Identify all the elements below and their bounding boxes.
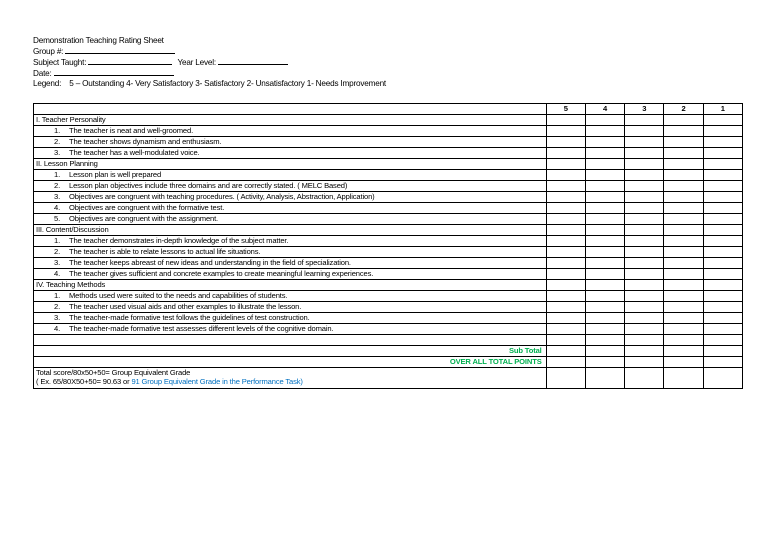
score-header-4: 4 — [585, 104, 624, 115]
score-cell[interactable] — [625, 225, 664, 236]
criterion-row — [34, 170, 743, 181]
score-cell[interactable] — [625, 115, 664, 126]
criterion-number: 5. — [54, 213, 61, 223]
score-cell[interactable] — [625, 346, 664, 357]
score-cell[interactable] — [703, 126, 742, 137]
section-row — [34, 280, 743, 291]
score-cell[interactable] — [625, 236, 664, 247]
score-cell[interactable] — [664, 159, 703, 170]
score-cell[interactable] — [703, 269, 742, 280]
score-cell[interactable] — [625, 269, 664, 280]
group-label: Group #: — [33, 47, 64, 56]
criterion-cell — [34, 291, 547, 302]
score-cell[interactable] — [585, 159, 624, 170]
score-cell[interactable] — [625, 324, 664, 335]
criterion-cell — [34, 148, 547, 159]
criterion-row — [34, 291, 743, 302]
score-cell[interactable] — [664, 247, 703, 258]
criterion-number: 3. — [54, 147, 61, 157]
formula-cell — [34, 368, 547, 389]
score-cell[interactable] — [585, 137, 624, 148]
score-cell[interactable] — [625, 291, 664, 302]
score-cell[interactable] — [664, 192, 703, 203]
score-cell[interactable] — [585, 115, 624, 126]
score-cell[interactable] — [703, 225, 742, 236]
score-cell[interactable] — [585, 324, 624, 335]
criterion-text: The teacher used visual aids and other examples to illustrate the lesson. — [69, 301, 302, 311]
legend — [33, 79, 386, 89]
criterion-row — [34, 126, 743, 137]
score-cell[interactable] — [664, 313, 703, 324]
criterion-text: The teacher is able to relate lessons to actual life situations. — [69, 246, 261, 256]
formula-example: ( Ex. 65/80X50+50= 90.63 or — [36, 377, 132, 386]
score-cell[interactable] — [703, 181, 742, 192]
criterion-row — [34, 324, 743, 335]
score-cell[interactable] — [585, 291, 624, 302]
score-cell[interactable] — [664, 302, 703, 313]
score-cell[interactable] — [585, 148, 624, 159]
score-cell[interactable] — [546, 368, 585, 389]
score-cell[interactable] — [703, 258, 742, 269]
subject-year-field — [33, 57, 288, 68]
criterion-row — [34, 203, 743, 214]
criterion-row — [34, 236, 743, 247]
formula-line-2 — [36, 378, 544, 387]
score-cell[interactable] — [703, 159, 742, 170]
score-cell[interactable] — [703, 346, 742, 357]
score-cell[interactable] — [546, 302, 585, 313]
score-cell[interactable] — [546, 258, 585, 269]
score-cell[interactable] — [585, 214, 624, 225]
score-cell[interactable] — [703, 357, 742, 368]
criterion-row — [34, 181, 743, 192]
score-cell[interactable] — [585, 280, 624, 291]
sub-total-label: Sub Total — [34, 346, 547, 357]
criterion-cell — [34, 214, 547, 225]
score-cell[interactable] — [703, 137, 742, 148]
score-header-1: 1 — [703, 104, 742, 115]
criterion-text: The teacher shows dynamism and enthusiasm. — [69, 136, 222, 146]
score-cell[interactable] — [625, 368, 664, 389]
criterion-text: The teacher-made formative test follows the guidelines of test construction. — [69, 312, 310, 322]
score-cell[interactable] — [585, 181, 624, 192]
section-row — [34, 115, 743, 126]
score-cell[interactable] — [664, 324, 703, 335]
score-cell[interactable] — [703, 214, 742, 225]
criterion-cell — [34, 258, 547, 269]
score-header-5: 5 — [546, 104, 585, 115]
score-cell[interactable] — [546, 170, 585, 181]
score-cell[interactable] — [585, 203, 624, 214]
criterion-number: 1. — [54, 235, 61, 245]
score-cell[interactable] — [625, 181, 664, 192]
score-cell[interactable] — [703, 236, 742, 247]
criterion-number: 2. — [54, 180, 61, 190]
score-cell[interactable] — [585, 335, 624, 346]
criterion-row — [34, 302, 743, 313]
score-cell[interactable] — [585, 225, 624, 236]
criterion-cell — [34, 126, 547, 137]
score-cell[interactable] — [625, 313, 664, 324]
criterion-number: 1. — [54, 169, 61, 179]
score-cell[interactable] — [625, 137, 664, 148]
legend-text: 5 – Outstanding 4- Very Satisfactory 3- Satisfactory 2- Unsatisfactory 1- Needs Improvement — [69, 79, 387, 88]
score-cell[interactable] — [625, 335, 664, 346]
score-cell[interactable] — [625, 203, 664, 214]
criterion-number: 2. — [54, 301, 61, 311]
year-label: Year Level: — [177, 58, 216, 67]
score-header-3: 3 — [625, 104, 664, 115]
score-cell[interactable] — [546, 236, 585, 247]
criterion-row — [34, 313, 743, 324]
score-cell[interactable] — [585, 313, 624, 324]
score-cell[interactable] — [625, 247, 664, 258]
section-row — [34, 159, 743, 170]
score-cell[interactable] — [625, 126, 664, 137]
score-cell[interactable] — [664, 269, 703, 280]
score-cell[interactable] — [625, 170, 664, 181]
criterion-number: 1. — [54, 290, 61, 300]
criterion-text: The teacher demonstrates in-depth knowledge of the subject matter. — [69, 235, 289, 245]
score-cell[interactable] — [703, 192, 742, 203]
score-cell[interactable] — [625, 214, 664, 225]
score-cell[interactable] — [585, 269, 624, 280]
score-cell[interactable] — [703, 368, 742, 389]
score-cell[interactable] — [625, 258, 664, 269]
score-cell[interactable] — [546, 324, 585, 335]
score-cell[interactable] — [546, 313, 585, 324]
score-cell[interactable] — [546, 346, 585, 357]
score-cell[interactable] — [703, 148, 742, 159]
group-field — [33, 46, 175, 57]
score-cell[interactable] — [664, 214, 703, 225]
section-title: III. Content/Discussion — [34, 225, 547, 236]
section-title: IV. Teaching Methods — [34, 280, 547, 291]
score-cell[interactable] — [664, 357, 703, 368]
criterion-cell — [34, 324, 547, 335]
overall-total-row — [34, 357, 743, 368]
score-cell[interactable] — [546, 225, 585, 236]
legend-label: Legend: — [33, 79, 62, 88]
document-title: Demonstration Teaching Rating Sheet — [33, 36, 164, 45]
criterion-number: 2. — [54, 136, 61, 146]
score-cell[interactable] — [546, 291, 585, 302]
score-cell[interactable] — [625, 192, 664, 203]
score-cell[interactable] — [625, 302, 664, 313]
score-cell[interactable] — [546, 357, 585, 368]
overall-total-label: OVER ALL TOTAL POINTS — [34, 357, 547, 368]
sub-total-row — [34, 346, 743, 357]
score-cell[interactable] — [664, 346, 703, 357]
criterion-row — [34, 247, 743, 258]
date-label: Date: — [33, 69, 52, 78]
score-cell[interactable] — [625, 148, 664, 159]
criterion-cell — [34, 269, 547, 280]
score-cell[interactable] — [585, 247, 624, 258]
score-cell[interactable] — [546, 269, 585, 280]
subject-label: Subject Taught: — [33, 58, 87, 67]
criterion-cell — [34, 137, 547, 148]
criterion-cell — [34, 236, 547, 247]
criterion-number: 3. — [54, 312, 61, 322]
criterion-text: Lesson plan objectives include three domains and are correctly stated. ( MELC Based) — [69, 180, 348, 190]
score-cell[interactable] — [546, 214, 585, 225]
score-cell[interactable] — [664, 280, 703, 291]
criterion-text: Objectives are congruent with teaching procedures. ( Activity, Analysis, Abstraction, Application) — [69, 191, 375, 201]
criterion-text: Objectives are congruent with the assignment. — [69, 213, 219, 223]
score-cell[interactable] — [585, 302, 624, 313]
formula-equivalent-grade: 91 Group Equivalent Grade in the Performance Task) — [131, 377, 303, 386]
section-title: II. Lesson Planning — [34, 159, 547, 170]
score-cell[interactable] — [585, 258, 624, 269]
criterion-text: The teacher has a well-modulated voice. — [69, 147, 200, 157]
score-cell[interactable] — [703, 335, 742, 346]
criterion-row — [34, 148, 743, 159]
blank-cell — [34, 335, 547, 346]
score-cell[interactable] — [664, 137, 703, 148]
score-cell[interactable] — [546, 247, 585, 258]
criterion-number: 3. — [54, 257, 61, 267]
criterion-number: 2. — [54, 246, 61, 256]
criterion-text: The teacher is neat and well-groomed. — [69, 125, 194, 135]
score-cell[interactable] — [664, 126, 703, 137]
score-cell[interactable] — [703, 313, 742, 324]
criterion-row — [34, 269, 743, 280]
score-cell[interactable] — [546, 181, 585, 192]
score-cell[interactable] — [703, 247, 742, 258]
criterion-cell — [34, 192, 547, 203]
score-cell[interactable] — [703, 324, 742, 335]
score-cell[interactable] — [585, 368, 624, 389]
score-cell[interactable] — [664, 368, 703, 389]
score-cell[interactable] — [664, 258, 703, 269]
criteria-header — [34, 104, 547, 115]
score-cell[interactable] — [664, 335, 703, 346]
score-cell[interactable] — [664, 181, 703, 192]
criterion-text: Objectives are congruent with the formative test. — [69, 202, 225, 212]
criterion-text: Lesson plan is well prepared — [69, 169, 162, 179]
criterion-row — [34, 137, 743, 148]
subject-blank — [88, 57, 172, 65]
rating-table — [33, 103, 743, 389]
criterion-number: 3. — [54, 191, 61, 201]
score-cell[interactable] — [585, 236, 624, 247]
criterion-text: The teacher keeps abreast of new ideas and understanding in the field of specialization. — [69, 257, 351, 267]
criterion-number: 4. — [54, 323, 61, 333]
criterion-cell — [34, 181, 547, 192]
blank-row — [34, 335, 743, 346]
table-header-row — [34, 104, 743, 115]
section-title: I. Teacher Personality — [34, 115, 547, 126]
score-cell[interactable] — [703, 115, 742, 126]
score-cell[interactable] — [585, 126, 624, 137]
section-row — [34, 225, 743, 236]
score-cell[interactable] — [664, 291, 703, 302]
criterion-cell — [34, 313, 547, 324]
year-blank — [218, 57, 288, 65]
score-cell[interactable] — [703, 291, 742, 302]
score-cell[interactable] — [585, 170, 624, 181]
date-blank — [54, 68, 174, 76]
score-cell[interactable] — [703, 170, 742, 181]
criterion-number: 1. — [54, 125, 61, 135]
criterion-row — [34, 258, 743, 269]
group-blank — [65, 46, 175, 54]
criterion-text: The teacher-made formative test assesses different levels of the cognitive domain. — [69, 323, 334, 333]
score-cell[interactable] — [625, 280, 664, 291]
score-header-2: 2 — [664, 104, 703, 115]
score-cell[interactable] — [664, 236, 703, 247]
score-cell[interactable] — [546, 115, 585, 126]
criterion-row — [34, 214, 743, 225]
formula-line-1: Total score/80x50+50= Group Equivalent Grade — [36, 368, 191, 378]
criterion-cell — [34, 302, 547, 313]
criterion-text: Methods used were suited to the needs and capabilities of students. — [69, 290, 288, 300]
score-cell[interactable] — [664, 170, 703, 181]
score-cell[interactable] — [703, 280, 742, 291]
score-cell[interactable] — [546, 203, 585, 214]
criterion-cell — [34, 170, 547, 181]
score-cell[interactable] — [546, 280, 585, 291]
score-cell[interactable] — [664, 225, 703, 236]
score-cell[interactable] — [664, 148, 703, 159]
score-cell[interactable] — [546, 335, 585, 346]
score-cell[interactable] — [664, 203, 703, 214]
score-cell[interactable] — [703, 302, 742, 313]
score-cell[interactable] — [585, 357, 624, 368]
score-cell[interactable] — [546, 126, 585, 137]
formula-row — [34, 368, 743, 389]
score-cell[interactable] — [546, 192, 585, 203]
criterion-cell — [34, 203, 547, 214]
score-cell[interactable] — [546, 159, 585, 170]
criterion-cell — [34, 247, 547, 258]
score-cell[interactable] — [664, 115, 703, 126]
score-cell[interactable] — [585, 192, 624, 203]
date-field — [33, 68, 174, 79]
score-cell[interactable] — [625, 357, 664, 368]
criterion-text: The teacher gives sufficient and concrete examples to create meaningful learning experiences. — [69, 268, 374, 278]
criterion-number: 4. — [54, 268, 61, 278]
score-cell[interactable] — [546, 137, 585, 148]
score-cell[interactable] — [625, 159, 664, 170]
criterion-row — [34, 192, 743, 203]
score-cell[interactable] — [703, 203, 742, 214]
criterion-number: 4. — [54, 202, 61, 212]
score-cell[interactable] — [546, 148, 585, 159]
score-cell[interactable] — [585, 346, 624, 357]
